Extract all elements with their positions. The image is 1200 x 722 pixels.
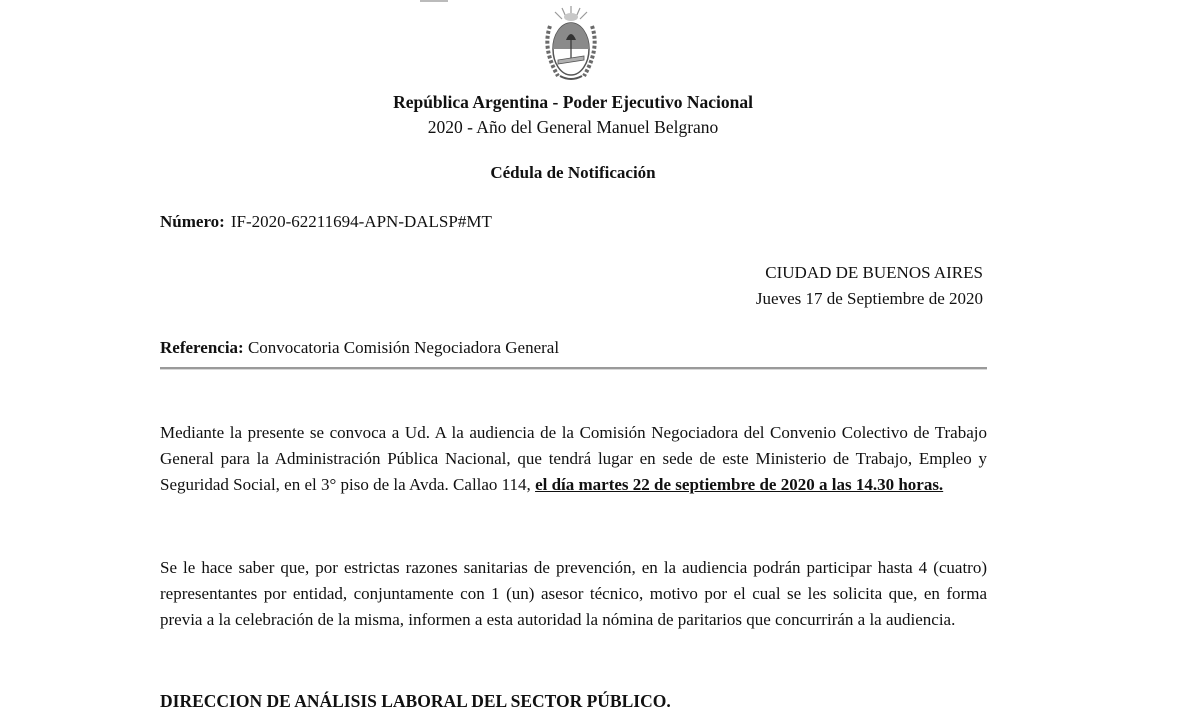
reference-label: Referencia: — [160, 338, 244, 357]
paragraph-sanitary-notice: Se le hace saber que, por estrictas razones sanitarias de prevención, en la audiencia podrán participar hasta 4 (cuatro) representantes por entidad, conjuntamente con 1 (un) asesor técnico, motivo por el cual se les solicita que, en forma previa a la celebración de la misma, informen a esta autoridad la nómina de paritarios que concurrirán a la audiencia. — [160, 558, 987, 629]
paragraph-convocation-text: Mediante la presente se convoca a Ud. A la audiencia de la Comisión Negociadora del Convenio Colectivo de Trabajo General para la Administración Pública Nacional, que tendrá lugar en sede de este Ministerio de Trabajo, Empleo y Seguridad Social, en el 3° piso de la Avda. Callao 114, — [160, 423, 987, 494]
document-number-label: Número: — [160, 212, 225, 231]
header-title: República Argentina - Poder Ejecutivo Nacional — [393, 92, 753, 112]
divider — [160, 367, 987, 370]
date: Jueves 17 de Septiembre de 2020 — [755, 289, 983, 308]
signature-office: DIRECCION DE ANÁLISIS LABORAL DEL SECTOR PÚBLICO. — [160, 691, 671, 711]
header-year-motto: 2020 - Año del General Manuel Belgrano — [427, 117, 719, 137]
document-number-value: IF-2020-62211694-APN-DALSP#MT — [230, 212, 492, 231]
scan-artifact — [420, 0, 448, 2]
argentina-coat-of-arms-icon — [538, 4, 604, 84]
document-type-title: Cédula de Notificación — [490, 163, 656, 182]
reference-value: Convocatoria Comisión Negociadora General — [247, 338, 560, 357]
city: CIUDAD DE BUENOS AIRES — [765, 263, 983, 282]
document-number — [160, 212, 492, 232]
meeting-datetime: el día martes 22 de septiembre de 2020 a las 14.30 horas. — [535, 475, 944, 494]
paragraph-convocation — [160, 420, 987, 498]
reference — [160, 338, 559, 358]
